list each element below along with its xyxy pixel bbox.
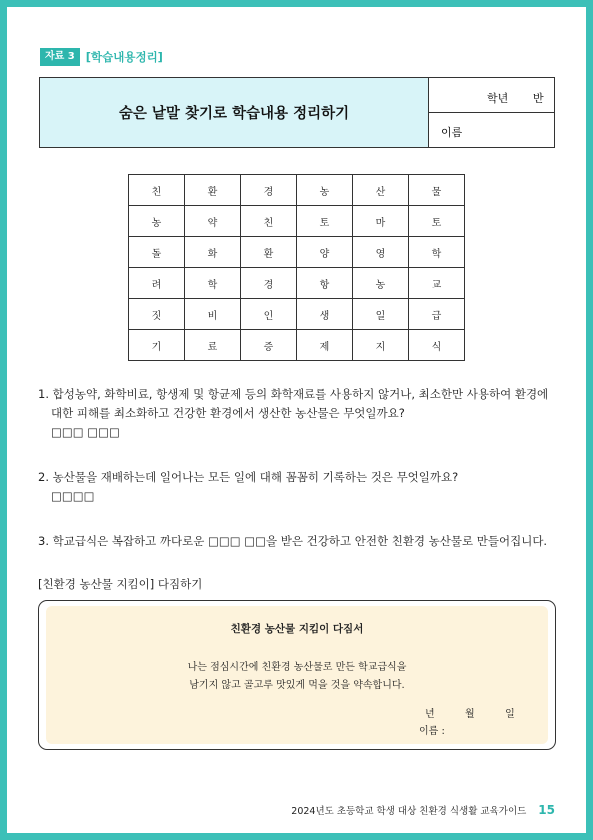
- grid-cell[interactable]: 일: [353, 299, 409, 330]
- grid-row: [129, 175, 465, 206]
- grid-cell[interactable]: 짓: [129, 299, 185, 330]
- grid-cell[interactable]: 토: [297, 206, 353, 237]
- grid-cell[interactable]: 토: [409, 206, 465, 237]
- pledge-box: [38, 600, 556, 750]
- grid-cell[interactable]: 친: [241, 206, 297, 237]
- question-1-answer-blanks[interactable]: □□□ □□□: [51, 425, 120, 439]
- grid-cell[interactable]: 농: [353, 268, 409, 299]
- question-3-text: 3. 학교급식은 복잡하고 까다로운 □□□ □□을 받은 건강하고 안전한 친환경 농산물로 만들어집니다.: [38, 534, 548, 548]
- word-search-grid: [128, 174, 465, 361]
- year-label: 년: [425, 709, 435, 720]
- grid-cell[interactable]: 교: [409, 268, 465, 299]
- grid-cell[interactable]: 산: [353, 175, 409, 206]
- grid-cell[interactable]: 생: [297, 299, 353, 330]
- grid-cell[interactable]: 항: [297, 268, 353, 299]
- pledge-name-field[interactable]: 이름 :: [419, 726, 445, 737]
- section-label: [40, 48, 163, 66]
- pledge-line-1: 나는 점심시간에 친환경 농산물로 만든 학교급식을: [187, 662, 407, 673]
- pledge-title: 친환경 농산물 지킴이 다짐서: [230, 623, 364, 635]
- grid-cell[interactable]: 물: [409, 175, 465, 206]
- grid-cell[interactable]: 약: [185, 206, 241, 237]
- grid-row: [129, 268, 465, 299]
- month-label: 월: [465, 709, 475, 720]
- grid-cell[interactable]: 환: [241, 237, 297, 268]
- grade-class-field[interactable]: [429, 78, 554, 113]
- grid-cell[interactable]: 마: [353, 206, 409, 237]
- worksheet-header: [39, 77, 555, 148]
- grid-cell[interactable]: 급: [409, 299, 465, 330]
- page-number: 15: [538, 803, 555, 817]
- question-1-text: 1. 합성농약, 화학비료, 항생제 및 항균제 등의 화학재료를 사용하지 않거나, 최소한만 사용하여 환경에: [38, 387, 549, 401]
- grid-cell[interactable]: 영: [353, 237, 409, 268]
- grid-cell[interactable]: 환: [185, 175, 241, 206]
- grid-cell[interactable]: 기: [129, 330, 185, 361]
- grid-cell[interactable]: 경: [241, 175, 297, 206]
- grid-cell[interactable]: 인: [241, 299, 297, 330]
- material-badge: 자료 3: [40, 48, 80, 66]
- grid-cell[interactable]: 려: [129, 268, 185, 299]
- pledge-date[interactable]: [425, 705, 515, 720]
- grade-label: 학년: [487, 92, 509, 105]
- grid-row: [129, 299, 465, 330]
- day-label: 일: [505, 709, 515, 720]
- grid-row: [129, 237, 465, 268]
- footer-text: 2024년도 초등학교 학생 대상 친환경 식생활 교육가이드: [291, 806, 527, 817]
- pledge-card: [46, 606, 548, 744]
- student-info: [429, 78, 554, 147]
- grid-cell[interactable]: 제: [297, 330, 353, 361]
- question-2-answer-blanks[interactable]: □□□□: [51, 489, 95, 503]
- grid-row: [129, 206, 465, 237]
- grid-cell[interactable]: 학: [185, 268, 241, 299]
- grid-cell[interactable]: 료: [185, 330, 241, 361]
- page-footer: [291, 803, 555, 817]
- grid-cell[interactable]: 경: [241, 268, 297, 299]
- grid-cell[interactable]: 농: [297, 175, 353, 206]
- pledge-line-2: 남기지 않고 골고루 맛있게 먹을 것을 약속합니다.: [189, 680, 405, 691]
- grid-cell[interactable]: 증: [241, 330, 297, 361]
- grid-cell[interactable]: 비: [185, 299, 241, 330]
- question-1: [38, 385, 558, 442]
- question-2: [38, 468, 458, 506]
- name-label: 이름: [441, 126, 463, 139]
- grid-cell[interactable]: 친: [129, 175, 185, 206]
- grid-cell[interactable]: 학: [409, 237, 465, 268]
- pledge-heading: [친환경 농산물 지킴이] 다짐하기: [38, 577, 203, 591]
- section-title: [학습내용정리]: [85, 50, 163, 64]
- name-field[interactable]: [429, 113, 554, 147]
- grid-cell[interactable]: 지: [353, 330, 409, 361]
- grid-cell[interactable]: 화: [185, 237, 241, 268]
- class-label: 반: [533, 92, 544, 105]
- question-1-text-cont: 대한 피해를 최소화하고 건강한 환경에서 생산한 농산물은 무엇일까요?: [51, 406, 405, 420]
- grid-cell[interactable]: 돌: [129, 237, 185, 268]
- grid-cell[interactable]: 농: [129, 206, 185, 237]
- question-2-text: 2. 농산물을 재배하는데 일어나는 모든 일에 대해 꼼꼼히 기록하는 것은 무엇일까요?: [38, 470, 459, 484]
- grid-cell[interactable]: 양: [297, 237, 353, 268]
- worksheet-title: 숨은 낱말 찾기로 학습내용 정리하기: [40, 78, 429, 147]
- question-3: [38, 532, 547, 551]
- grid-cell[interactable]: 식: [409, 330, 465, 361]
- grid-row: [129, 330, 465, 361]
